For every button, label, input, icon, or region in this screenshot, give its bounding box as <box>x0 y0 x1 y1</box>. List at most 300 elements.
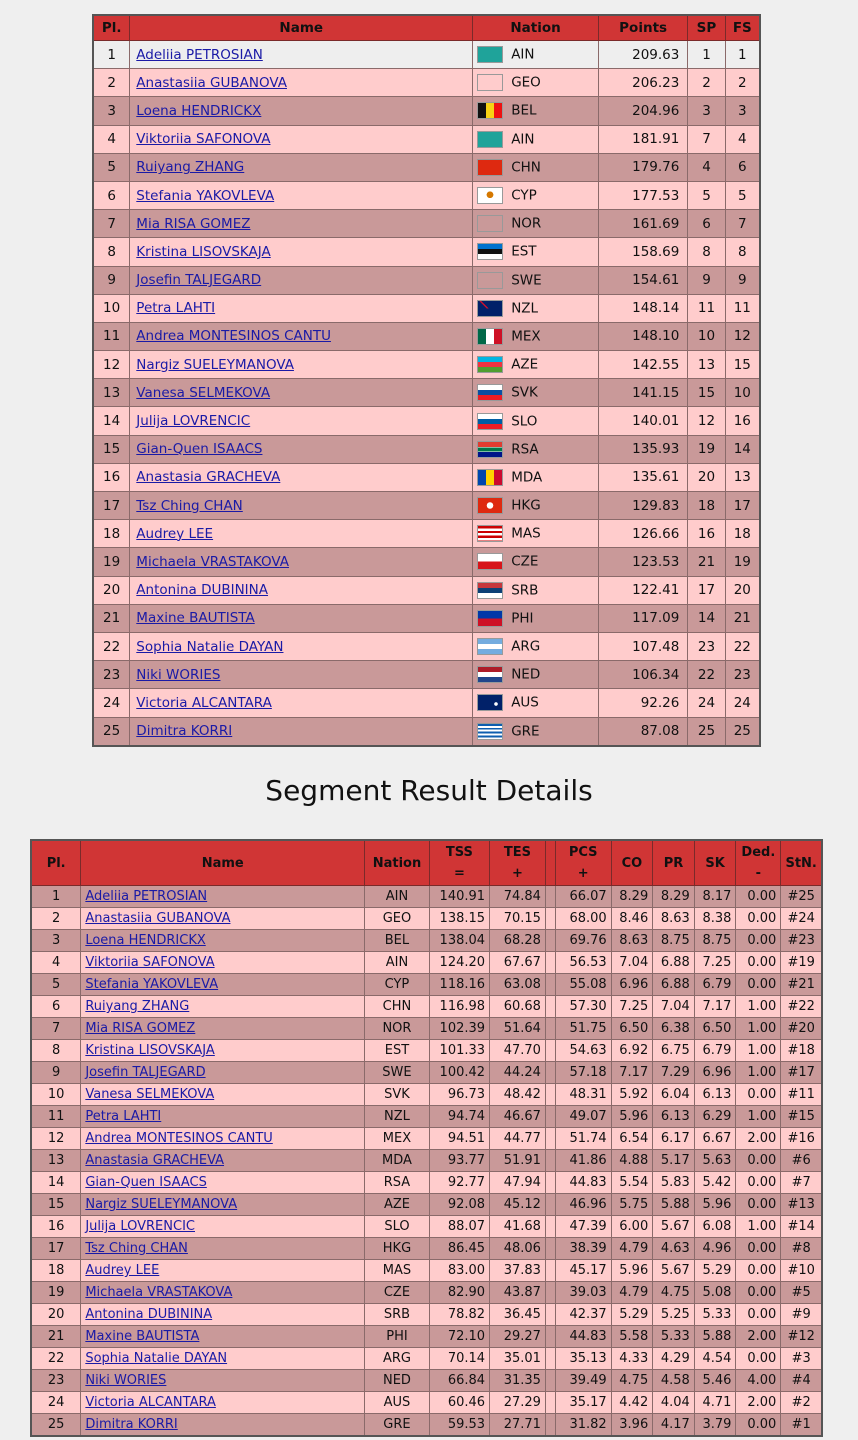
name-cell <box>130 181 473 209</box>
sp-cell: 12 <box>688 407 725 435</box>
athlete-link[interactable]: Anastasia GRACHEVA <box>136 469 281 486</box>
pcs-cell: 44.83 <box>555 1172 611 1194</box>
results-row <box>93 689 760 717</box>
spacer-cell <box>545 952 555 974</box>
spacer-cell <box>545 1172 555 1194</box>
stn-cell: #21 <box>781 974 822 996</box>
tss-cell: 96.73 <box>429 1084 489 1106</box>
co-cell: 5.58 <box>611 1326 653 1348</box>
co-cell: 5.96 <box>611 1106 653 1128</box>
fs-cell: 8 <box>725 238 760 266</box>
nation-cell <box>473 463 599 491</box>
athlete-link[interactable]: Nargiz SUELEYMANOVA <box>85 1197 238 1212</box>
athlete-link[interactable]: Josefin TALJEGARD <box>136 272 262 289</box>
pr-cell: 5.67 <box>653 1260 695 1282</box>
points-cell: 177.53 <box>598 181 688 209</box>
pr-cell: 6.04 <box>653 1084 695 1106</box>
nation-cell <box>473 266 599 294</box>
details-row <box>31 1282 822 1304</box>
pr-cell: 5.88 <box>653 1194 695 1216</box>
athlete-link[interactable]: Mia RISA GOMEZ <box>85 1021 196 1036</box>
name-cell <box>130 435 473 463</box>
athlete-link[interactable]: Audrey LEE <box>136 525 214 542</box>
details-row <box>31 1304 822 1326</box>
svk-flag-icon <box>477 384 503 401</box>
fs-cell: 4 <box>725 125 760 153</box>
nation-cell <box>473 322 599 350</box>
athlete-link[interactable]: Viktoriia SAFONOVA <box>136 131 271 148</box>
details-row <box>31 1326 822 1348</box>
ded-cell: 0.00 <box>736 974 781 996</box>
sk-cell: 8.75 <box>694 930 736 952</box>
athlete-link[interactable]: Niki WORIES <box>85 1373 167 1388</box>
sk-cell: 3.79 <box>694 1414 736 1437</box>
athlete-link[interactable]: Adeliia PETROSIAN <box>136 46 263 63</box>
place-cell: 1 <box>93 41 130 69</box>
name-cell <box>81 1084 365 1106</box>
sp-cell: 21 <box>688 548 725 576</box>
athlete-link[interactable]: Ruiyang ZHANG <box>85 999 190 1014</box>
tss-cell: 101.33 <box>429 1040 489 1062</box>
ded-cell: 0.00 <box>736 1348 781 1370</box>
co-cell: 5.92 <box>611 1084 653 1106</box>
athlete-link[interactable]: Sophia Natalie DAYAN <box>85 1351 228 1366</box>
ded-cell: 0.00 <box>736 886 781 908</box>
dcol-sk: SK <box>694 840 736 886</box>
tes-cell: 70.15 <box>490 908 546 930</box>
co-cell: 5.29 <box>611 1304 653 1326</box>
dcol-pcs-sign: + <box>577 866 589 881</box>
nation-cell <box>473 153 599 181</box>
name-cell <box>81 1260 365 1282</box>
athlete-link[interactable]: Niki WORIES <box>136 666 221 683</box>
athlete-link[interactable]: Michaela VRASTAKOVA <box>85 1285 233 1300</box>
athlete-link[interactable]: Anastasiia GUBANOVA <box>136 74 287 91</box>
athlete-link[interactable]: Vanesa SELMEKOVA <box>136 384 271 401</box>
fs-cell: 23 <box>725 661 760 689</box>
place-cell: 12 <box>93 351 130 379</box>
ded-cell: 1.00 <box>736 1040 781 1062</box>
athlete-link[interactable]: Loena HENDRICKX <box>85 933 206 948</box>
srb-flag-icon <box>477 582 503 599</box>
athlete-link[interactable]: Nargiz SUELEYMANOVA <box>136 356 294 373</box>
stn-cell: #4 <box>781 1370 822 1392</box>
co-cell: 7.17 <box>611 1062 653 1084</box>
name-cell <box>130 520 473 548</box>
ded-cell: 0.00 <box>736 1304 781 1326</box>
ded-cell: 1.00 <box>736 1216 781 1238</box>
athlete-link[interactable]: Tsz Ching CHAN <box>136 497 243 514</box>
nation-cell: SRB <box>365 1304 430 1326</box>
ded-cell: 1.00 <box>736 1106 781 1128</box>
sp-cell: 24 <box>688 689 725 717</box>
sk-cell: 5.46 <box>694 1370 736 1392</box>
athlete-link[interactable]: Julija LOVRENCIC <box>136 413 251 430</box>
pcs-cell: 46.96 <box>555 1194 611 1216</box>
nation-cell: SLO <box>365 1216 430 1238</box>
nation-cell: NED <box>365 1370 430 1392</box>
name-cell <box>130 717 473 746</box>
sk-cell: 5.08 <box>694 1282 736 1304</box>
sk-cell: 5.33 <box>694 1304 736 1326</box>
sk-cell: 6.08 <box>694 1216 736 1238</box>
co-cell: 4.79 <box>611 1282 653 1304</box>
spacer-cell <box>545 1348 555 1370</box>
athlete-link[interactable]: Viktoriia SAFONOVA <box>85 955 215 970</box>
pcs-cell: 66.07 <box>555 886 611 908</box>
nation-code: GRE <box>511 723 540 740</box>
details-row <box>31 930 822 952</box>
nation-code: AZE <box>511 356 539 373</box>
athlete-link[interactable]: Victoria ALCANTARA <box>85 1395 216 1410</box>
athlete-link[interactable]: Tsz Ching CHAN <box>85 1241 188 1256</box>
athlete-link[interactable]: Petra LAHTI <box>136 300 216 317</box>
spacer-cell <box>545 1370 555 1392</box>
pcs-cell: 55.08 <box>555 974 611 996</box>
points-cell: 181.91 <box>598 125 688 153</box>
sp-cell: 22 <box>688 661 725 689</box>
co-cell: 5.54 <box>611 1172 653 1194</box>
stn-cell: #5 <box>781 1282 822 1304</box>
athlete-link[interactable]: Vanesa SELMEKOVA <box>85 1087 215 1102</box>
athlete-link[interactable]: Michaela VRASTAKOVA <box>136 553 289 570</box>
sp-cell: 2 <box>688 69 725 97</box>
nation-cell <box>473 548 599 576</box>
name-cell <box>81 1238 365 1260</box>
pr-cell: 6.88 <box>653 952 695 974</box>
athlete-link[interactable]: Andrea MONTESINOS CANTU <box>136 328 331 345</box>
details-row <box>31 1194 822 1216</box>
place-cell: 7 <box>93 210 130 238</box>
tes-cell: 27.29 <box>490 1392 546 1414</box>
stn-cell: #20 <box>781 1018 822 1040</box>
stn-cell: #17 <box>781 1062 822 1084</box>
tes-cell: 43.87 <box>490 1282 546 1304</box>
pcs-cell: 39.49 <box>555 1370 611 1392</box>
spacer-cell <box>545 1304 555 1326</box>
nation-cell: RSA <box>365 1172 430 1194</box>
name-cell <box>130 153 473 181</box>
name-cell <box>130 379 473 407</box>
co-cell: 5.96 <box>611 1260 653 1282</box>
sp-cell: 19 <box>688 435 725 463</box>
nation-cell <box>473 41 599 69</box>
tes-cell: 47.70 <box>490 1040 546 1062</box>
tss-cell: 100.42 <box>429 1062 489 1084</box>
details-row <box>31 1414 822 1437</box>
col-name: Name <box>130 15 473 41</box>
nor-flag-icon <box>477 215 503 232</box>
name-cell <box>81 1062 365 1084</box>
sp-cell: 23 <box>688 632 725 660</box>
place-cell: 16 <box>31 1216 81 1238</box>
athlete-link[interactable]: Mia RISA GOMEZ <box>136 215 251 232</box>
pr-cell: 5.25 <box>653 1304 695 1326</box>
co-cell: 8.46 <box>611 908 653 930</box>
tes-cell: 48.06 <box>490 1238 546 1260</box>
tes-cell: 46.67 <box>490 1106 546 1128</box>
tes-cell: 29.27 <box>490 1326 546 1348</box>
results-row <box>93 153 760 181</box>
nation-cell <box>473 661 599 689</box>
athlete-link[interactable]: Audrey LEE <box>85 1263 160 1278</box>
athlete-link[interactable]: Petra LAHTI <box>85 1109 162 1124</box>
place-cell: 14 <box>31 1172 81 1194</box>
results-row <box>93 294 760 322</box>
pcs-cell: 56.53 <box>555 952 611 974</box>
co-cell: 6.00 <box>611 1216 653 1238</box>
stn-cell: #16 <box>781 1128 822 1150</box>
nation-cell: SWE <box>365 1062 430 1084</box>
place-cell: 24 <box>93 689 130 717</box>
details-header-row <box>31 840 822 886</box>
fs-cell: 15 <box>725 351 760 379</box>
nation-cell: ARG <box>365 1348 430 1370</box>
place-cell: 11 <box>31 1106 81 1128</box>
name-cell <box>130 463 473 491</box>
place-cell: 20 <box>31 1304 81 1326</box>
athlete-link[interactable]: Sophia Natalie DAYAN <box>136 638 284 655</box>
athlete-link[interactable]: Josefin TALJEGARD <box>85 1065 206 1080</box>
cyp-flag-icon <box>477 187 503 204</box>
co-cell: 8.63 <box>611 930 653 952</box>
athlete-link[interactable]: Anastasia GRACHEVA <box>85 1153 225 1168</box>
stn-cell: #9 <box>781 1304 822 1326</box>
nation-code: ARG <box>511 638 541 655</box>
co-cell: 7.25 <box>611 996 653 1018</box>
points-cell: 92.26 <box>598 689 688 717</box>
athlete-link[interactable]: Julija LOVRENCIC <box>85 1219 195 1234</box>
tes-cell: 41.68 <box>490 1216 546 1238</box>
athlete-link[interactable]: Stefania YAKOVLEVA <box>136 187 275 204</box>
athlete-link[interactable]: Stefania YAKOVLEVA <box>85 977 219 992</box>
pcs-cell: 41.86 <box>555 1150 611 1172</box>
name-cell <box>130 604 473 632</box>
athlete-link[interactable]: Antonina DUBININA <box>136 582 269 599</box>
sk-cell: 6.79 <box>694 974 736 996</box>
sp-cell: 6 <box>688 210 725 238</box>
aze-flag-icon <box>477 356 503 373</box>
athlete-link[interactable]: Gian-Quen ISAACS <box>136 441 263 458</box>
nation-code: MEX <box>511 328 541 345</box>
points-cell: 142.55 <box>598 351 688 379</box>
nation-code: NED <box>511 666 541 683</box>
tss-cell: 118.16 <box>429 974 489 996</box>
pcs-cell: 49.07 <box>555 1106 611 1128</box>
nation-cell <box>473 717 599 746</box>
name-cell <box>130 661 473 689</box>
dcol-stn: StN. <box>781 840 822 886</box>
nation-code: MDA <box>511 469 543 486</box>
nation-code: NOR <box>511 215 542 232</box>
results-table <box>92 14 761 747</box>
name-cell <box>130 238 473 266</box>
pr-cell: 4.17 <box>653 1414 695 1437</box>
points-cell: 209.63 <box>598 41 688 69</box>
tss-cell: 83.00 <box>429 1260 489 1282</box>
nation-cell: EST <box>365 1040 430 1062</box>
place-cell: 16 <box>93 463 130 491</box>
nation-code: SVK <box>511 384 538 401</box>
name-cell <box>130 266 473 294</box>
tss-cell: 59.53 <box>429 1414 489 1437</box>
pcs-cell: 57.18 <box>555 1062 611 1084</box>
pcs-cell: 38.39 <box>555 1238 611 1260</box>
athlete-link[interactable]: Gian-Quen ISAACS <box>85 1175 207 1190</box>
tss-cell: 72.10 <box>429 1326 489 1348</box>
tes-cell: 68.28 <box>490 930 546 952</box>
pr-cell: 4.58 <box>653 1370 695 1392</box>
athlete-link[interactable]: Maxine BAUTISTA <box>85 1329 200 1344</box>
place-cell: 13 <box>31 1150 81 1172</box>
results-row <box>93 435 760 463</box>
athlete-link[interactable]: Kristina LISOVSKAJA <box>85 1043 215 1058</box>
nation-cell: MAS <box>365 1260 430 1282</box>
nation-cell: PHI <box>365 1326 430 1348</box>
dcol-pcs-label: PCS <box>568 845 598 860</box>
fs-cell: 19 <box>725 548 760 576</box>
athlete-link[interactable]: Dimitra KORRI <box>136 723 233 740</box>
tss-cell: 93.77 <box>429 1150 489 1172</box>
pcs-cell: 51.75 <box>555 1018 611 1040</box>
pcs-cell: 44.83 <box>555 1326 611 1348</box>
tes-cell: 47.94 <box>490 1172 546 1194</box>
points-cell: 204.96 <box>598 97 688 125</box>
athlete-link[interactable]: Dimitra KORRI <box>85 1417 178 1432</box>
athlete-link[interactable]: Adeliia PETROSIAN <box>85 889 208 904</box>
ded-cell: 0.00 <box>736 1238 781 1260</box>
points-cell: 107.48 <box>598 632 688 660</box>
results-row <box>93 492 760 520</box>
nation-code: RSA <box>511 441 539 458</box>
athlete-link[interactable]: Victoria ALCANTARA <box>136 694 272 711</box>
spacer-cell <box>545 1238 555 1260</box>
place-cell: 8 <box>31 1040 81 1062</box>
name-cell <box>130 632 473 660</box>
results-row <box>93 407 760 435</box>
sk-cell: 5.42 <box>694 1172 736 1194</box>
sk-cell: 6.79 <box>694 1040 736 1062</box>
co-cell: 8.29 <box>611 886 653 908</box>
co-cell: 4.33 <box>611 1348 653 1370</box>
pr-cell: 5.17 <box>653 1150 695 1172</box>
bel-flag-icon <box>477 102 503 119</box>
sp-cell: 9 <box>688 266 725 294</box>
ded-cell: 1.00 <box>736 1018 781 1040</box>
athlete-link[interactable]: Kristina LISOVSKAJA <box>136 243 271 260</box>
name-cell <box>130 294 473 322</box>
results-row <box>93 69 760 97</box>
tes-cell: 51.64 <box>490 1018 546 1040</box>
fs-cell: 20 <box>725 576 760 604</box>
place-cell: 8 <box>93 238 130 266</box>
nation-cell: HKG <box>365 1238 430 1260</box>
tss-cell: 92.77 <box>429 1172 489 1194</box>
nation-cell: GEO <box>365 908 430 930</box>
tss-cell: 138.04 <box>429 930 489 952</box>
pr-cell: 8.63 <box>653 908 695 930</box>
details-row <box>31 974 822 996</box>
nation-cell: CZE <box>365 1282 430 1304</box>
nation-code: EST <box>511 243 537 260</box>
tes-cell: 67.67 <box>490 952 546 974</box>
name-cell <box>81 1128 365 1150</box>
pcs-cell: 39.03 <box>555 1282 611 1304</box>
stn-cell: #22 <box>781 996 822 1018</box>
place-cell: 22 <box>31 1348 81 1370</box>
place-cell: 3 <box>31 930 81 952</box>
name-cell <box>81 1172 365 1194</box>
dcol-name: Name <box>81 840 365 886</box>
sp-cell: 3 <box>688 97 725 125</box>
ded-cell: 0.00 <box>736 1194 781 1216</box>
stn-cell: #11 <box>781 1084 822 1106</box>
points-cell: 179.76 <box>598 153 688 181</box>
name-cell <box>130 689 473 717</box>
athlete-link[interactable]: Ruiyang ZHANG <box>136 159 245 176</box>
pcs-cell: 47.39 <box>555 1216 611 1238</box>
col-fs: FS <box>725 15 760 41</box>
place-cell: 13 <box>93 379 130 407</box>
fs-cell: 2 <box>725 69 760 97</box>
details-row <box>31 1150 822 1172</box>
results-header-row <box>93 15 760 41</box>
name-cell <box>81 908 365 930</box>
tss-cell: 102.39 <box>429 1018 489 1040</box>
tss-cell: 116.98 <box>429 996 489 1018</box>
tss-cell: 88.07 <box>429 1216 489 1238</box>
name-cell <box>81 1370 365 1392</box>
sp-cell: 14 <box>688 604 725 632</box>
segment-title: Segment Result Details <box>265 774 593 807</box>
tss-cell: 138.15 <box>429 908 489 930</box>
athlete-link[interactable]: Andrea MONTESINOS CANTU <box>85 1131 273 1146</box>
name-cell <box>81 1040 365 1062</box>
place-cell: 2 <box>31 908 81 930</box>
ded-cell: 0.00 <box>736 930 781 952</box>
athlete-link[interactable]: Loena HENDRICKX <box>136 102 262 119</box>
sk-cell: 5.96 <box>694 1194 736 1216</box>
athlete-link[interactable]: Maxine BAUTISTA <box>136 610 255 627</box>
pr-cell: 4.29 <box>653 1348 695 1370</box>
spacer-cell <box>545 1282 555 1304</box>
sk-cell: 8.17 <box>694 886 736 908</box>
athlete-link[interactable]: Antonina DUBININA <box>85 1307 213 1322</box>
results-row <box>93 379 760 407</box>
stn-cell: #6 <box>781 1150 822 1172</box>
fs-cell: 22 <box>725 632 760 660</box>
nation-cell: CYP <box>365 974 430 996</box>
tes-cell: 27.71 <box>490 1414 546 1437</box>
name-cell <box>81 952 365 974</box>
athlete-link[interactable]: Anastasiia GUBANOVA <box>85 911 231 926</box>
stn-cell: #14 <box>781 1216 822 1238</box>
pr-cell: 6.75 <box>653 1040 695 1062</box>
col-nation: Nation <box>473 15 599 41</box>
nation-code: CZE <box>511 553 539 570</box>
ded-cell: 2.00 <box>736 1392 781 1414</box>
ain-flag-icon <box>477 131 503 148</box>
tes-cell: 45.12 <box>490 1194 546 1216</box>
ded-cell: 0.00 <box>736 1282 781 1304</box>
sk-cell: 5.88 <box>694 1326 736 1348</box>
nation-code: PHI <box>511 610 534 627</box>
dcol-ded <box>736 840 781 886</box>
co-cell: 3.96 <box>611 1414 653 1437</box>
dcol-co: CO <box>611 840 653 886</box>
tss-cell: 92.08 <box>429 1194 489 1216</box>
tes-cell: 36.45 <box>490 1304 546 1326</box>
